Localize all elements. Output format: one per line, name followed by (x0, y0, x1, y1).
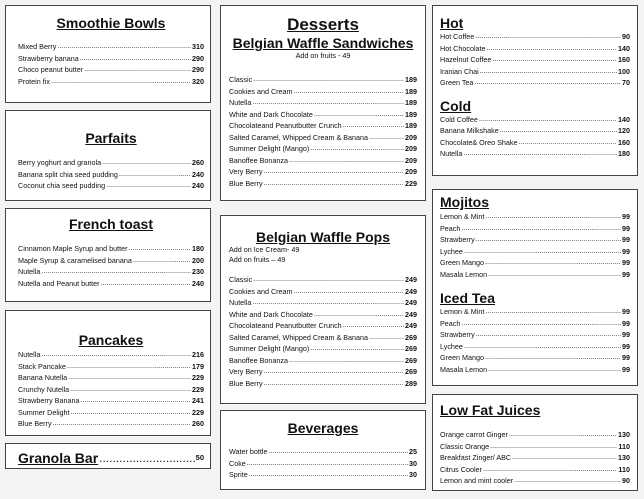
item-name: Cookies and Cream (229, 86, 293, 96)
menu-item-row (440, 77, 630, 89)
item-name: Banana Milkshake (440, 126, 499, 135)
dot-leader (512, 451, 617, 463)
dot-leader (264, 377, 404, 389)
item-name: Nutella (229, 98, 252, 107)
item-price: 200 (192, 255, 204, 265)
item-name: Nutella (18, 267, 41, 276)
menu-item-row (229, 378, 417, 390)
item-name: Strawberry Banana (18, 396, 80, 405)
dot-leader (102, 156, 191, 168)
menu-item-row (440, 475, 630, 487)
item-price: 209 (405, 144, 417, 153)
item-name: Classic (229, 275, 253, 284)
item-price: 99 (622, 246, 630, 256)
dot-leader (53, 417, 191, 429)
menu-item-row (440, 148, 630, 160)
dot-leader (268, 445, 408, 457)
menu-item-row (18, 180, 204, 192)
item-name: Lychee (440, 246, 463, 256)
item-name: Banana split chia seed pudding (18, 169, 118, 179)
item-name: White and Dark Chocolate (229, 109, 313, 119)
dot-leader (81, 394, 191, 406)
item-name: White and Dark Chocolate (229, 309, 313, 319)
dot-leader (253, 73, 404, 85)
dot-leader (310, 142, 404, 154)
item-name: Green Mango (440, 258, 484, 267)
item-name: Choco peanut butter (18, 65, 84, 74)
dot-leader (80, 52, 191, 64)
parfaits-section (5, 110, 211, 201)
item-name: Granola Bar (18, 450, 99, 466)
item-price: 110 (618, 464, 630, 474)
item-name: Green Mango (440, 353, 484, 362)
item-price: 230 (192, 267, 204, 276)
item-price: 99 (622, 223, 630, 233)
dot-leader (68, 371, 191, 383)
menu-item-row (440, 364, 630, 376)
item-name: Classic (229, 75, 253, 84)
item-price: 189 (405, 121, 417, 130)
item-name: Berry yoghurt and granola (18, 158, 102, 167)
item-price: 209 (405, 167, 417, 176)
item-price: 260 (192, 419, 204, 428)
item-price: 99 (622, 212, 630, 221)
item-name: Mixed Berry (18, 42, 57, 51)
dot-leader (485, 256, 621, 268)
item-name: Maple Syrup & caramelised banana (18, 255, 132, 265)
dot-leader (492, 53, 617, 65)
item-price: 30 (409, 458, 417, 468)
item-name: Salted Caramel, Whipped Cream & Banana (229, 332, 369, 342)
item-name: Very Berry (229, 167, 263, 176)
dot-leader (480, 65, 617, 77)
item-name: Summer Delight (Mango) (229, 344, 310, 353)
item-price: 269 (405, 367, 417, 376)
item-price: 140 (618, 114, 630, 124)
dot-leader (264, 365, 404, 377)
item-price: 70 (622, 78, 630, 87)
item-name: Chocolateand Peanutbutter Crunch (229, 121, 342, 130)
section-title: Smoothie Bowls (56, 15, 166, 31)
item-price: 320 (192, 76, 204, 86)
dot-leader (51, 75, 191, 87)
desserts-heading: Desserts (287, 15, 359, 34)
dot-leader (41, 265, 191, 277)
dot-leader (252, 296, 404, 308)
item-name: Coke (229, 458, 246, 468)
item-name: Masala Lemon (440, 364, 488, 374)
dot-leader (128, 242, 191, 254)
item-price: 260 (192, 158, 204, 167)
item-name: Nutella (440, 149, 463, 158)
dot-leader (476, 233, 621, 245)
dot-leader (488, 363, 621, 375)
item-name: Hot Coffee (440, 32, 475, 41)
section-title: French toast (68, 216, 153, 232)
granola-bar-row (18, 450, 204, 466)
menu-item-row (229, 178, 417, 190)
item-price: 99 (622, 258, 630, 267)
item-name: Summer Delight (18, 407, 70, 417)
item-name: Lemon & Mint (440, 212, 485, 221)
item-price: 229 (192, 384, 204, 394)
dot-leader (464, 340, 621, 352)
item-price: 289 (405, 378, 417, 388)
dot-leader (476, 328, 621, 340)
item-name: Iranian Chai (440, 66, 479, 76)
item-price: 249 (405, 298, 417, 307)
menu-item-row (229, 469, 417, 481)
dot-leader (485, 305, 621, 317)
item-price: 209 (405, 132, 417, 142)
add-on-note: Add on fruits – 49 (229, 255, 286, 264)
item-price: 240 (192, 278, 204, 288)
item-price: 209 (405, 155, 417, 165)
item-price: 140 (618, 43, 630, 53)
item-name: Blue Berry (18, 419, 52, 428)
item-price: 180 (618, 149, 630, 158)
item-name: Banoffee Bonanza (229, 355, 289, 365)
item-name: Crunchy Nutella (18, 384, 70, 394)
item-price: 130 (618, 430, 630, 439)
item-price: 99 (622, 330, 630, 339)
dot-leader (490, 440, 617, 452)
item-name: Blue Berry (229, 178, 263, 188)
hot-cold-section (432, 5, 638, 176)
item-name: Masala Lemon (440, 269, 488, 279)
item-price: 30 (409, 470, 417, 479)
item-name: Nutella (229, 298, 252, 307)
menu-item-row (18, 418, 204, 430)
dot-leader (289, 154, 404, 166)
item-name: Sprite (229, 470, 248, 479)
item-price: 229 (192, 373, 204, 382)
add-on-note: Add on Ice Cream- 49 (229, 245, 300, 254)
dot-leader (119, 168, 191, 180)
item-price: 310 (192, 42, 204, 51)
item-price: 189 (405, 86, 417, 96)
dot-leader (343, 319, 404, 331)
dot-leader (488, 268, 621, 280)
item-price: 110 (618, 441, 630, 451)
dot-leader (479, 113, 617, 125)
item-name: Stack Pancake (18, 361, 66, 371)
item-price: 99 (622, 235, 630, 244)
item-price: 240 (192, 181, 204, 190)
dot-leader (310, 342, 404, 354)
item-price: 99 (622, 318, 630, 328)
dot-leader (474, 76, 621, 88)
item-name: Summer Delight (Mango) (229, 144, 310, 153)
item-price: 189 (405, 75, 417, 84)
dot-leader (294, 85, 404, 97)
item-name: Blue Berry (229, 378, 263, 388)
dot-leader (483, 463, 617, 475)
dot-leader (289, 354, 404, 366)
add-on-note: Add on fruits - 49 (295, 51, 351, 60)
dot-leader (463, 147, 617, 159)
item-price: 99 (622, 307, 630, 316)
mojitos-iced-tea-section (432, 189, 638, 386)
item-price: 269 (405, 332, 417, 342)
beverages-section (220, 410, 426, 490)
smoothie-bowls-section (5, 5, 211, 103)
item-name: Lemon & Mint (440, 307, 485, 316)
dot-leader (464, 245, 621, 257)
dot-leader (133, 254, 191, 266)
item-name: Protein fix (18, 76, 50, 86)
item-name: Lemon and mint cooler (440, 476, 514, 485)
dot-leader (294, 285, 404, 297)
low-fat-juices-section (432, 394, 638, 491)
dot-leader (485, 351, 621, 363)
item-price: 25 (409, 447, 417, 456)
pancakes-section (5, 310, 211, 436)
dot-leader (249, 468, 408, 480)
dot-leader (475, 30, 621, 42)
dot-leader (509, 428, 617, 440)
dot-leader (314, 308, 404, 320)
item-name: Cookies and Cream (229, 286, 293, 296)
menu-item-row (18, 76, 204, 88)
section-title: Hot (440, 15, 464, 31)
item-name: Green Tea (440, 78, 474, 87)
item-price: 249 (405, 309, 417, 319)
item-name: Hot Chocolate (440, 43, 486, 53)
dot-leader (500, 124, 617, 136)
dot-leader (514, 474, 621, 486)
dot-leader (314, 108, 404, 120)
item-name: Classic Orange (440, 441, 490, 451)
item-name: Breakfast Zinger/ ABC (440, 453, 512, 462)
dot-leader (252, 96, 404, 108)
item-price: 229 (192, 407, 204, 417)
item-price: 160 (618, 55, 630, 64)
section-title: Cold (440, 97, 472, 114)
dot-leader (101, 277, 191, 289)
section-title: Iced Tea (440, 290, 495, 306)
item-price: 130 (618, 453, 630, 462)
item-name: Chocolate& Oreo Shake (440, 137, 518, 147)
item-price: 120 (618, 126, 630, 135)
item-name: Banana Nutella (18, 373, 68, 382)
french-toast-section (5, 208, 211, 302)
item-name: Cinnamon Maple Syrup and butter (18, 244, 128, 253)
item-price: 90 (622, 32, 630, 41)
item-price: 216 (192, 350, 204, 359)
dot-leader (41, 348, 191, 360)
dot-leader (253, 273, 404, 285)
item-name: Cold Coffee (440, 114, 478, 124)
item-name: Strawberry (440, 330, 475, 339)
granola-bar-section (5, 443, 211, 469)
menu-item-row (440, 269, 630, 281)
item-price: 249 (405, 321, 417, 330)
section-title: Low Fat Juices (440, 402, 541, 418)
item-price: 249 (405, 275, 417, 284)
dot-leader (369, 331, 404, 343)
item-name: Hazelnut Coffee (440, 55, 492, 64)
dot-leader (71, 406, 191, 418)
item-price: 269 (405, 344, 417, 353)
item-price: 189 (405, 109, 417, 119)
dot-leader (247, 457, 408, 469)
item-name: Banoffee Bonanza (229, 155, 289, 165)
item-price: 160 (618, 137, 630, 147)
item-name: Strawberry banana (18, 53, 79, 63)
section-title: Beverages (287, 420, 359, 436)
dot-leader (487, 42, 617, 54)
menu-item-row (18, 278, 204, 290)
item-price: 179 (192, 361, 204, 371)
item-price: 290 (192, 53, 204, 63)
section-title: Belgian Waffle Pops (255, 229, 391, 245)
item-price: 290 (192, 65, 204, 74)
desserts-section (220, 5, 426, 201)
item-name: Citrus Cooler (440, 464, 482, 474)
item-name: Orange carrot Ginger (440, 430, 508, 439)
item-price: 99 (622, 341, 630, 351)
item-name: Nutella and Peanut butter (18, 278, 100, 288)
waffle-pops-section (220, 215, 426, 404)
item-name: Coconut chia seed pudding (18, 181, 106, 190)
item-name: Peach (440, 318, 461, 328)
item-price: 99 (622, 364, 630, 374)
item-price: 241 (192, 396, 204, 405)
item-name: Water bottle (229, 447, 268, 456)
dot-leader (70, 383, 191, 395)
item-price: 99 (622, 353, 630, 362)
item-price: 240 (192, 169, 204, 179)
item-price: 180 (192, 244, 204, 253)
dot-leader (461, 317, 621, 329)
dot-leader (264, 165, 404, 177)
item-price: 100 (618, 66, 630, 76)
dot-leader (485, 210, 621, 222)
item-name: Strawberry (440, 235, 475, 244)
item-price: 229 (405, 178, 417, 188)
section-title: Belgian Waffle Sandwiches (232, 35, 414, 51)
dot-leader (106, 179, 191, 191)
dot-leader (369, 131, 404, 143)
item-name: Lychee (440, 341, 463, 351)
dot-leader (84, 63, 191, 75)
item-price: 50 (195, 453, 204, 462)
item-name: Salted Caramel, Whipped Cream & Banana (229, 132, 369, 142)
dot-leader (461, 222, 621, 234)
item-price: 189 (405, 98, 417, 107)
dot-leader (343, 119, 404, 131)
item-price: 90 (622, 476, 630, 485)
section-title: Mojitos (440, 194, 489, 210)
item-name: Peach (440, 223, 461, 233)
dot-leader (519, 136, 617, 148)
dot-leader (67, 360, 191, 372)
dot-leader (57, 40, 191, 52)
item-name: Chocolateand Peanutbutter Crunch (229, 321, 342, 330)
dot-leader (264, 177, 404, 189)
item-price: 99 (622, 269, 630, 279)
section-title: Pancakes (78, 332, 144, 348)
section-title: Parfaits (85, 130, 137, 146)
item-price: 249 (405, 286, 417, 296)
item-name: Nutella (18, 350, 41, 359)
item-price: 269 (405, 355, 417, 365)
item-name: Very Berry (229, 367, 263, 376)
